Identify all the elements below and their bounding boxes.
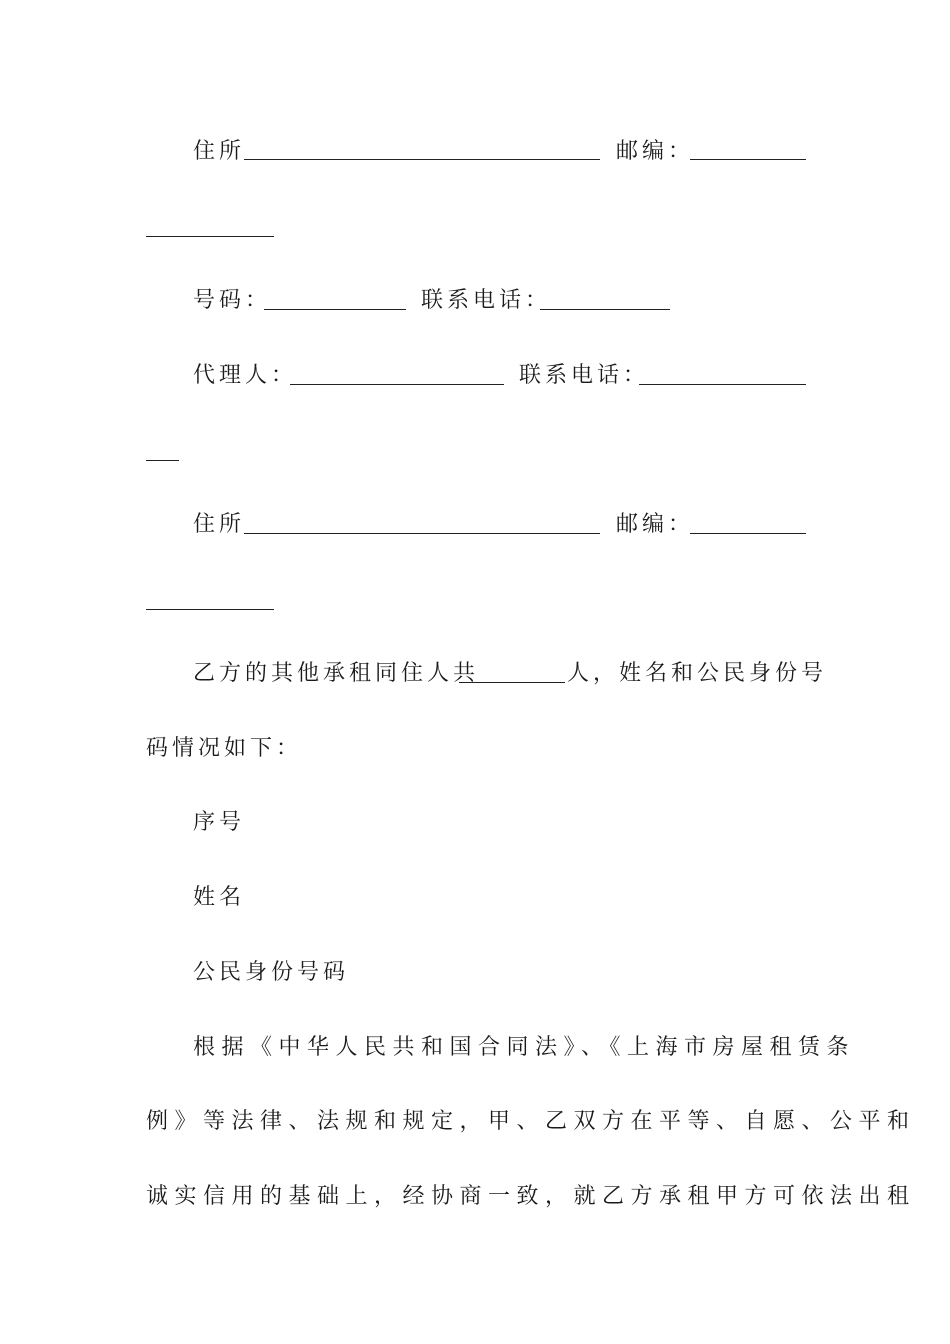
agent-phone-blank bbox=[639, 384, 806, 385]
col-name: 姓名 bbox=[193, 885, 246, 910]
agent-phone-blank-continued bbox=[146, 460, 179, 461]
cotenant-text-c: 码情况如下： bbox=[146, 736, 303, 761]
agent-address-blank bbox=[244, 533, 600, 534]
cotenant-text-b: 人，姓名和公民身份号 bbox=[567, 661, 828, 686]
agent-label: 代理人： bbox=[193, 363, 298, 388]
agent-phone-label: 联系电话： bbox=[519, 363, 650, 388]
agent-address-label: 住所 bbox=[193, 512, 246, 537]
agent-postcode-label: 邮编： bbox=[616, 512, 695, 537]
address-label: 住所 bbox=[193, 139, 246, 164]
col-id-number: 公民身份号码 bbox=[193, 960, 350, 985]
id-number-label: 号码： bbox=[193, 288, 272, 313]
address-blank bbox=[244, 159, 600, 160]
postcode-blank bbox=[690, 159, 806, 160]
agent-postcode-blank bbox=[690, 533, 806, 534]
agent-postcode-blank-continued bbox=[146, 609, 274, 610]
phone-label: 联系电话： bbox=[421, 288, 552, 313]
col-serial-number: 序号 bbox=[193, 810, 246, 835]
paragraph-line-3: 诚实信用的基础上，经协商一致，就乙方承租甲方可依法出租 bbox=[146, 1184, 916, 1209]
cotenant-count-blank bbox=[459, 682, 565, 683]
id-number-blank bbox=[264, 309, 406, 310]
postcode-label: 邮编： bbox=[616, 139, 695, 164]
paragraph-line-2: 例》等法律、法规和规定，甲、乙双方在平等、自愿、公平和 bbox=[146, 1109, 916, 1134]
postcode-blank-continued bbox=[146, 236, 274, 237]
cotenant-text-a: 乙方的其他承租同住人共 bbox=[193, 661, 480, 686]
paragraph-line-1: 根据《中华人民共和国合同法》、《上海市房屋租赁条 bbox=[193, 1035, 856, 1060]
phone-blank bbox=[540, 309, 670, 310]
agent-blank bbox=[290, 384, 504, 385]
